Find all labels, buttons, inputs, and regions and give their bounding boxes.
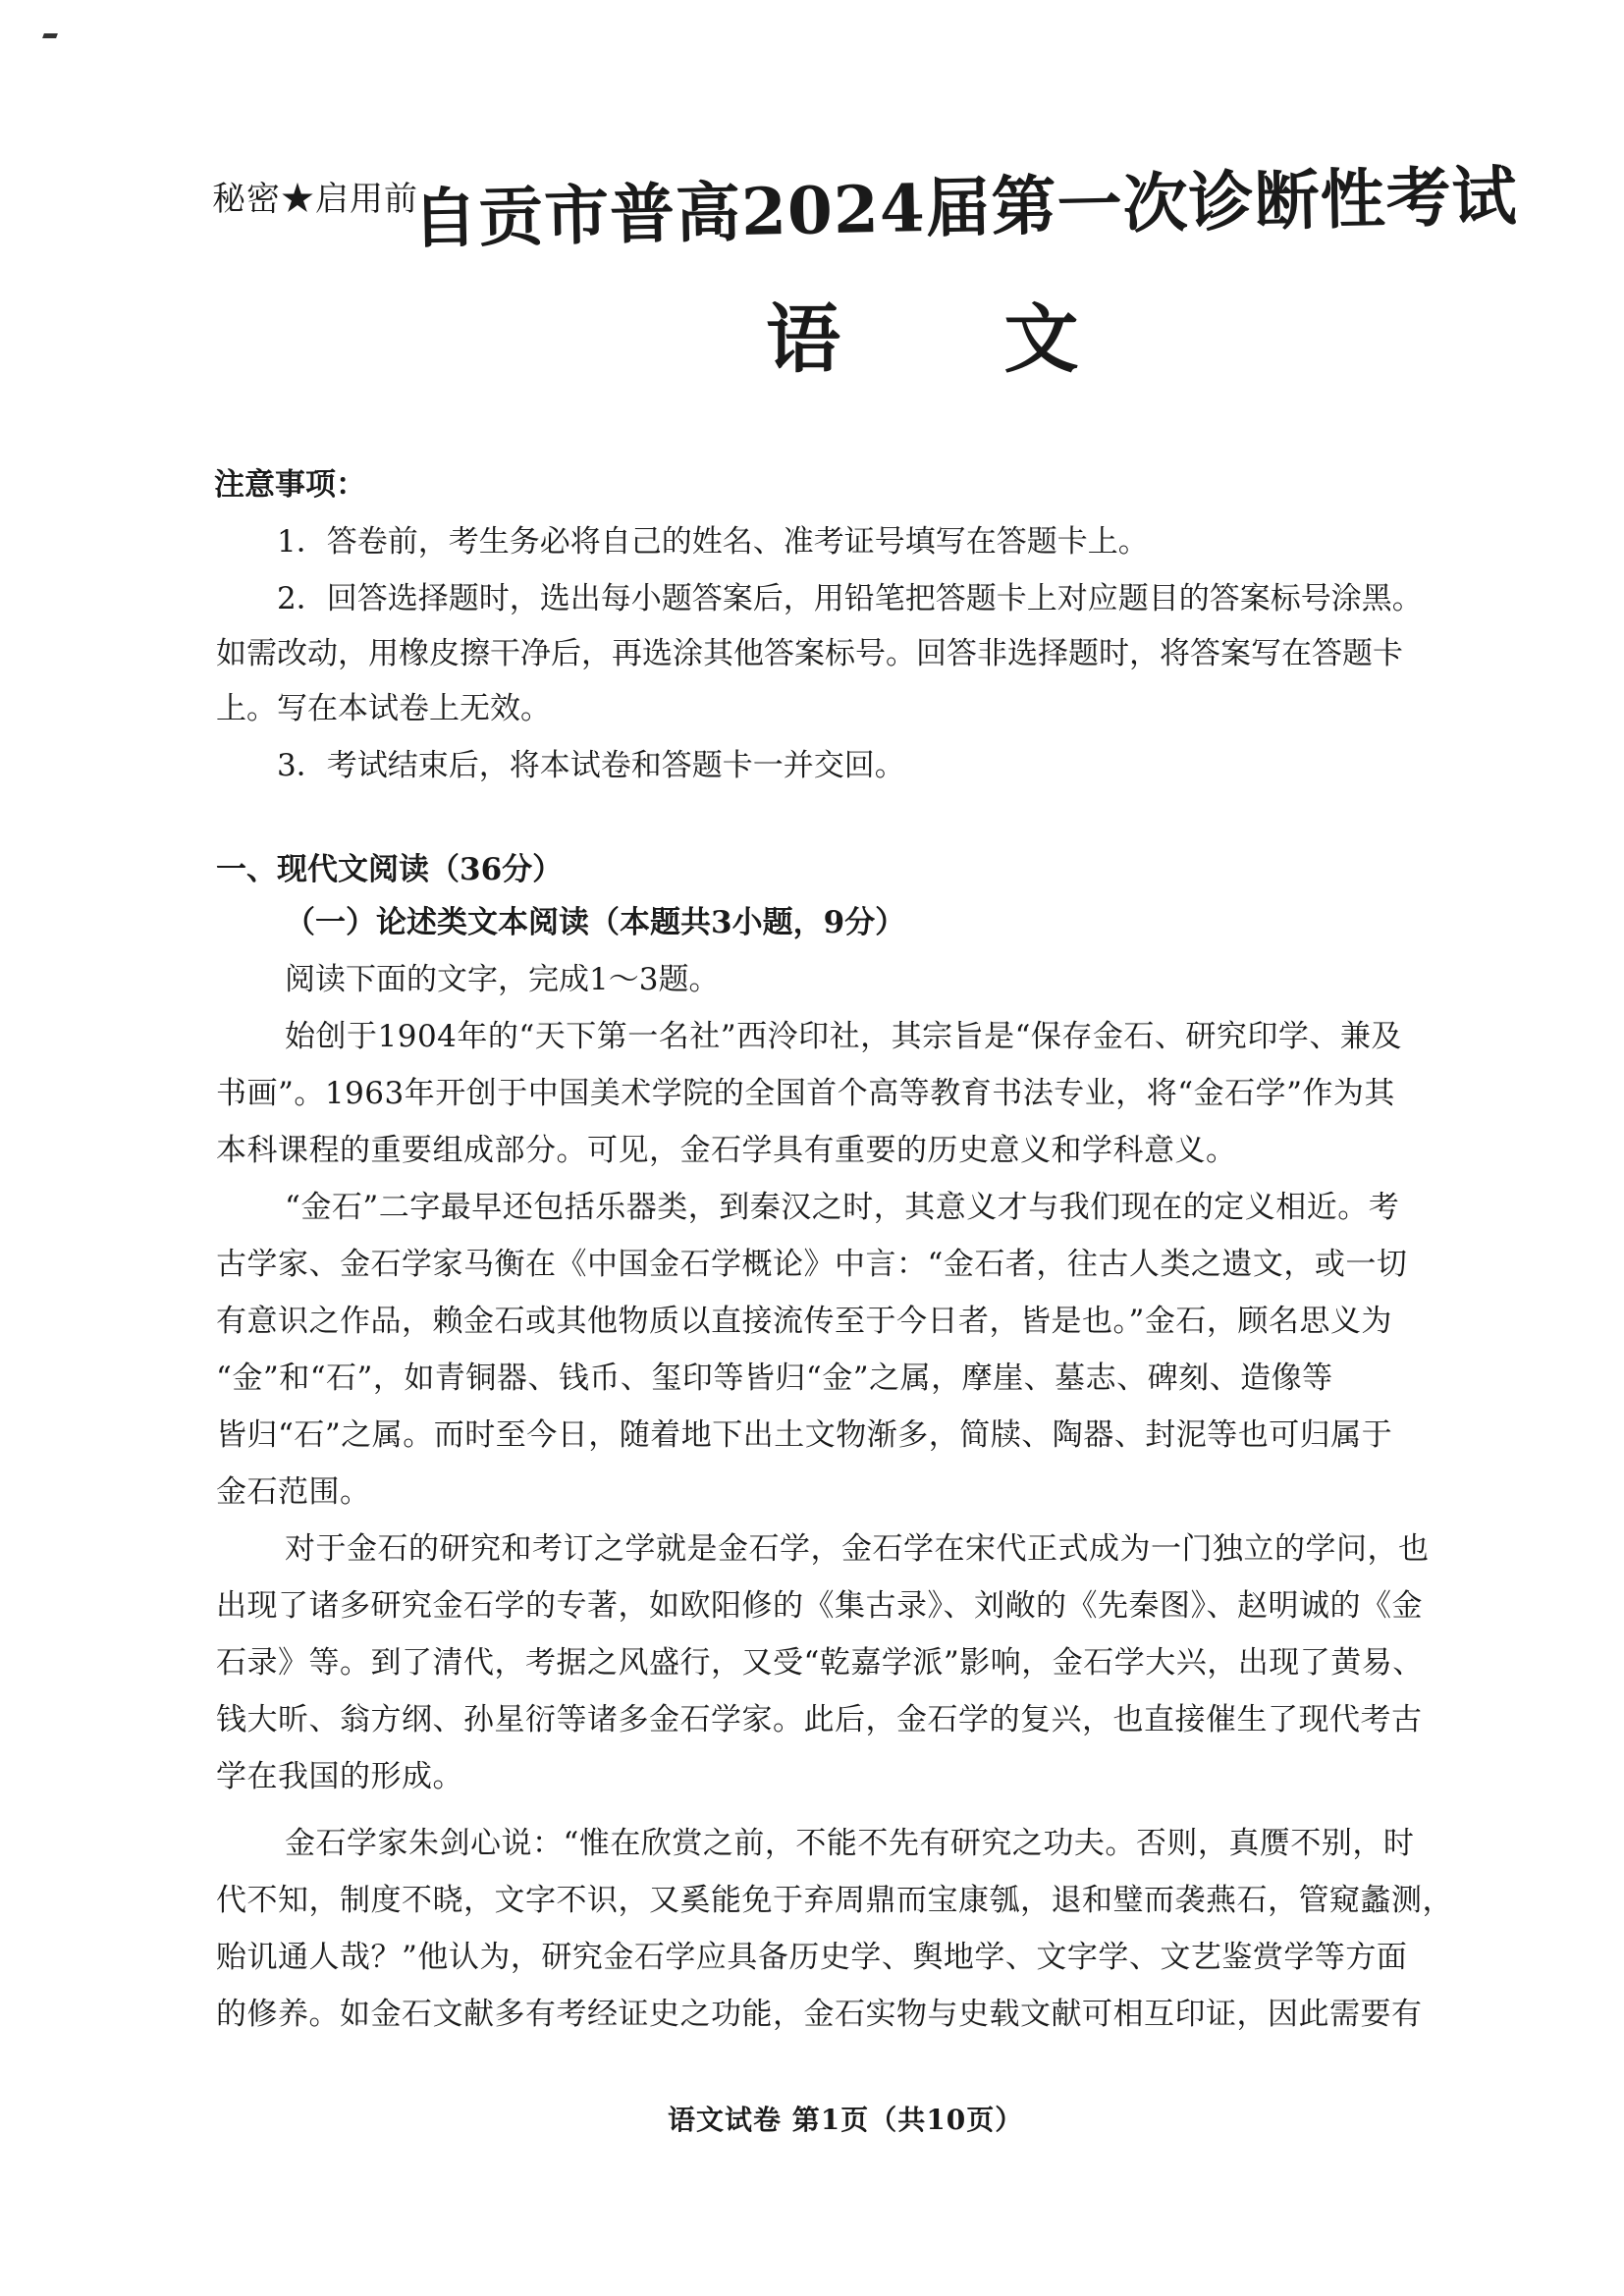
passage-line: 出现了诸多研究金石学的专著，如欧阳修的《集古录》、刘敞的《先秦图》、赵明诚的《金: [216, 1588, 1423, 1624]
notice-item-2-cont: 上。写在本试卷上无效。: [216, 691, 551, 726]
notice-item-2-cont: 如需改动，用橡皮擦干净后，再选涂其他答案标号。回答非选择题时，将答案写在答题卡: [216, 636, 1403, 671]
page-footer: 语文试卷 第1页（共10页）: [668, 2104, 1024, 2136]
passage-line: 代不知，制度不晓，文字不识，又奚能免于弃周鼎而宝康瓠，退和璧而袭燕石，管窥蠡测，: [216, 1883, 1453, 1918]
passage-line: 贻讥通人哉？”他认为，研究金石学应具备历史学、舆地学、文字学、文艺鉴赏学等方面: [216, 1940, 1408, 1975]
notice-item-3: 3．考试结束后，将本试卷和答题卡一并交回。: [277, 748, 905, 783]
notice-item-1: 1．答卷前，考生务必将自己的姓名、准考证号填写在答题卡上。: [277, 524, 1149, 560]
notice-heading: 注意事项：: [214, 467, 366, 503]
subject-title: 语 文: [766, 295, 1148, 383]
passage-line: 古学家、金石学家马衡在《中国金石学概论》中言：“金石者，往古人类之遗文，或一切: [216, 1247, 1408, 1282]
passage-line: “金”和“石”，如青铜器、钱币、玺印等皆归“金”之属，摩崖、墓志、碑刻、造像等: [216, 1361, 1333, 1396]
passage-line: “金石”二字最早还包括乐器类，到秦汉之时，其意义才与我们现在的定义相近。考: [285, 1190, 1400, 1225]
section-title: 一、现代文阅读（36分）: [216, 852, 564, 887]
passage-line: 书画”。1963年开创于中国美术学院的全国首个高等教育书法专业，将“金石学”作为其: [216, 1076, 1395, 1111]
exam-title: 自贡市普高2024届第一次诊断性考试: [411, 157, 1519, 257]
passage-line: 始创于1904年的“天下第一名社”西泠印社，其宗旨是“保存金石、研究印学、兼及: [285, 1019, 1402, 1054]
reading-instruction: 阅读下面的文字，完成1～3题。: [285, 962, 720, 997]
passage-line: 对于金石的研究和考订之学就是金石学，金石学在宋代正式成为一门独立的学问，也: [285, 1531, 1430, 1567]
passage-line: 本科课程的重要组成部分。可见，金石学具有重要的历史意义和学科意义。: [216, 1133, 1237, 1168]
passage-line: 金石范围。: [216, 1474, 371, 1510]
passage-line: 的修养。如金石文献多有考经证史之功能，金石实物与史载文献可相互印证，因此需要有: [216, 1997, 1423, 2032]
passage-line: 皆归“石”之属。而时至今日，随着地下出土文物渐多，简牍、陶器、封泥等也可归属于: [216, 1417, 1393, 1453]
secret-label: 秘密★启用前: [212, 180, 418, 219]
passage-line: 钱大昕、翁方纲、孙星衍等诸多金石学家。此后，金石学的复兴，也直接催生了现代考古: [216, 1702, 1423, 1737]
passage-line: 有意识之作品，赖金石或其他物质以直接流传至于今日者，皆是也。”金石，顾名思义为: [216, 1304, 1392, 1339]
passage-line: 学在我国的形成。: [216, 1759, 463, 1794]
subsection-title: （一）论述类文本阅读（本题共3小题，9分）: [285, 905, 906, 940]
passage-line: 石录》等。到了清代，考据之风盛行，又受“乾嘉学派”影响，金石学大兴，出现了黄易、: [216, 1645, 1424, 1681]
notice-item-2: 2．回答选择题时，选出每小题答案后，用铅笔把答题卡上对应题目的答案标号涂黑。: [277, 581, 1423, 616]
scan-mark: [42, 33, 58, 38]
passage-line: 金石学家朱剑心说：“惟在欣赏之前，不能不先有研究之功夫。否则，真赝不别，时: [285, 1826, 1415, 1861]
